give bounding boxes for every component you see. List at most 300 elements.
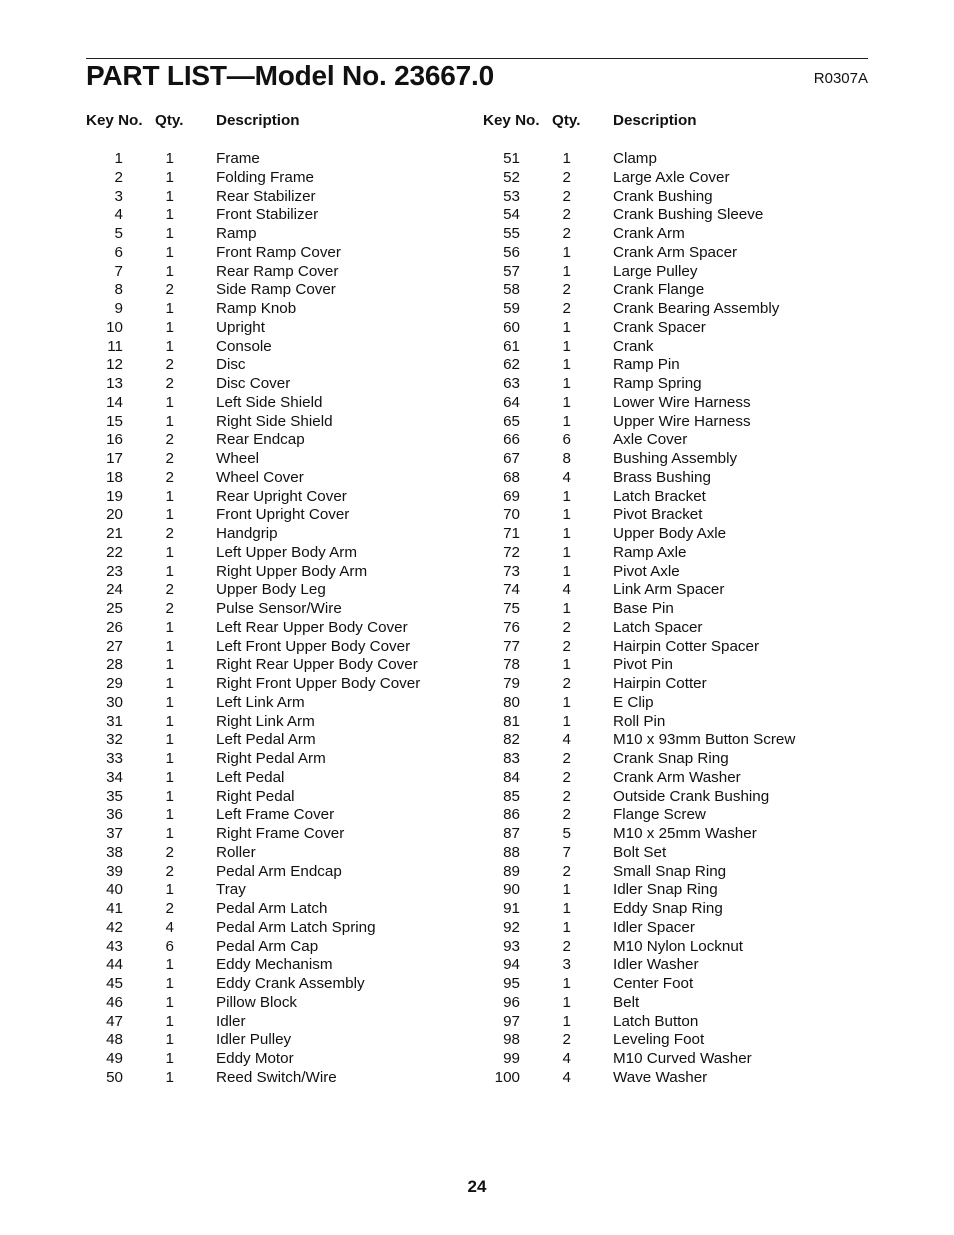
- table-row: [483, 525, 868, 544]
- part-qty: 2: [562, 300, 571, 317]
- part-key-no: 21: [106, 525, 123, 542]
- table-row: [86, 938, 466, 957]
- part-description: Idler Snap Ring: [613, 881, 718, 899]
- table-row: [483, 338, 868, 357]
- part-qty: 1: [165, 300, 174, 317]
- part-qty: 4: [165, 918, 174, 936]
- part-description: Crank Flange: [613, 281, 705, 299]
- part-key-no: 26: [106, 618, 123, 636]
- table-row: [483, 319, 868, 338]
- part-qty: 1: [165, 956, 174, 974]
- table-row: [86, 881, 466, 900]
- part-key-no: 13: [106, 375, 123, 392]
- part-qty: 2: [165, 900, 174, 917]
- part-description: Crank Bushing: [613, 187, 713, 205]
- part-key-no: 70: [503, 506, 520, 524]
- part-qty: 1: [165, 731, 174, 749]
- part-key-no: 91: [503, 900, 520, 917]
- part-key-no: 88: [503, 843, 520, 861]
- part-key-no: 59: [503, 300, 520, 317]
- part-key-no: 61: [503, 337, 520, 355]
- part-key-no: 76: [503, 618, 520, 636]
- part-key-no: 94: [503, 956, 520, 974]
- part-description: Eddy Motor: [216, 1050, 294, 1067]
- table-row: [483, 206, 868, 225]
- part-key-no: 54: [503, 206, 520, 224]
- part-key-no: 100: [494, 1068, 520, 1086]
- part-key-no: 92: [503, 918, 520, 936]
- table-row: [483, 806, 868, 825]
- table-row: [483, 150, 868, 169]
- part-description: Handgrip: [216, 525, 278, 542]
- part-qty: 2: [562, 168, 571, 186]
- part-key-no: 40: [106, 881, 123, 899]
- table-row: [86, 713, 466, 732]
- part-description: Eddy Snap Ring: [613, 900, 723, 917]
- part-qty: 1: [562, 543, 571, 561]
- part-key-no: 32: [106, 731, 123, 749]
- part-key-no: 22: [106, 543, 123, 561]
- part-key-no: 57: [503, 262, 520, 280]
- part-qty: 5: [562, 825, 571, 842]
- part-description: Crank: [613, 337, 654, 355]
- table-row: [86, 994, 466, 1013]
- part-qty: 6: [165, 937, 174, 955]
- part-description: M10 x 93mm Button Screw: [613, 731, 796, 749]
- part-key-no: 62: [503, 356, 520, 374]
- table-row: [86, 694, 466, 713]
- part-qty: 1: [562, 918, 571, 936]
- part-description: Pedal Arm Latch: [216, 900, 328, 917]
- part-description: Crank Snap Ring: [613, 750, 729, 767]
- part-qty: 1: [165, 825, 174, 842]
- part-qty: 2: [562, 618, 571, 636]
- table-row: [483, 356, 868, 375]
- table-row: [86, 844, 466, 863]
- table-row: [483, 563, 868, 582]
- part-qty: 1: [562, 487, 571, 505]
- part-description: Right Pedal Arm: [216, 750, 326, 767]
- header-key-no: Key No.: [483, 112, 540, 129]
- part-key-no: 58: [503, 281, 520, 299]
- table-row: [483, 225, 868, 244]
- part-description: Hairpin Cotter Spacer: [613, 637, 760, 655]
- part-qty: 2: [562, 768, 571, 786]
- table-row: [483, 919, 868, 938]
- part-description: Pivot Axle: [613, 562, 680, 580]
- part-qty: 1: [562, 393, 571, 411]
- part-key-no: 38: [106, 843, 123, 861]
- part-description: Front Ramp Cover: [216, 243, 341, 261]
- part-description: Center Foot: [613, 975, 694, 992]
- table-row: [483, 1013, 868, 1032]
- table-row: [86, 1069, 466, 1088]
- part-description: Large Axle Cover: [613, 168, 730, 186]
- table-row: [86, 338, 466, 357]
- part-key-no: 98: [503, 1031, 520, 1049]
- part-description: Axle Cover: [613, 431, 688, 449]
- part-qty: 2: [562, 206, 571, 224]
- table-row: [86, 506, 466, 525]
- part-key-no: 28: [106, 656, 123, 674]
- part-key-no: 97: [503, 1012, 520, 1030]
- table-row: [86, 975, 466, 994]
- part-description: Folding Frame: [216, 168, 314, 186]
- part-key-no: 90: [503, 881, 520, 899]
- part-key-no: 85: [503, 787, 520, 805]
- part-qty: 1: [562, 600, 571, 617]
- part-key-no: 63: [503, 375, 520, 392]
- part-key-no: 11: [107, 337, 123, 355]
- part-qty: 6: [562, 431, 571, 449]
- part-key-no: 23: [106, 562, 123, 580]
- part-qty: 1: [165, 543, 174, 561]
- table-row: [483, 244, 868, 263]
- table-row: [483, 394, 868, 413]
- table-row: [86, 619, 466, 638]
- part-qty: 2: [562, 806, 571, 824]
- part-qty: 2: [165, 450, 174, 467]
- table-row: [483, 994, 868, 1013]
- table-row: [483, 1031, 868, 1050]
- part-description: Latch Button: [613, 1012, 699, 1030]
- part-description: Crank Bushing Sleeve: [613, 206, 764, 224]
- part-key-no: 69: [503, 487, 520, 505]
- part-qty: 1: [165, 675, 174, 692]
- part-description: Wheel: [216, 450, 260, 467]
- part-description: Front Stabilizer: [216, 206, 319, 224]
- table-row: [483, 713, 868, 732]
- table-row: [86, 375, 466, 394]
- part-qty: 2: [165, 281, 174, 299]
- part-key-no: 86: [503, 806, 520, 824]
- part-key-no: 60: [503, 318, 520, 336]
- table-row: [86, 450, 466, 469]
- part-description: Wave Washer: [613, 1068, 708, 1086]
- table-row: [86, 488, 466, 507]
- part-key-no: 7: [114, 262, 123, 280]
- part-key-no: 53: [503, 187, 520, 205]
- table-row: [86, 356, 466, 375]
- part-description: Hairpin Cotter: [613, 675, 707, 692]
- part-qty: 4: [562, 468, 571, 486]
- part-description: Right Front Upper Body Cover: [216, 675, 421, 692]
- part-qty: 1: [165, 1012, 174, 1030]
- table-row: [86, 581, 466, 600]
- part-description: Left Upper Body Arm: [216, 543, 357, 561]
- part-qty: 1: [562, 693, 571, 711]
- part-description: Large Pulley: [613, 262, 698, 280]
- part-description: Ramp Pin: [613, 356, 680, 374]
- part-description: Console: [216, 337, 272, 355]
- part-description: Pedal Arm Endcap: [216, 862, 342, 880]
- table-row: [483, 581, 868, 600]
- part-description: Crank Arm Washer: [613, 768, 741, 786]
- table-row: [86, 469, 466, 488]
- part-qty: 1: [165, 993, 174, 1011]
- part-key-no: 47: [106, 1012, 123, 1030]
- part-qty: 2: [562, 225, 571, 242]
- part-description: Pedal Arm Latch Spring: [216, 918, 376, 936]
- part-key-no: 50: [106, 1068, 123, 1086]
- part-qty: 3: [562, 956, 571, 974]
- table-row: [483, 731, 868, 750]
- table-row: [86, 788, 466, 807]
- part-qty: 2: [562, 787, 571, 805]
- part-description: Base Pin: [613, 600, 674, 617]
- parts-rows-left: [86, 150, 466, 1088]
- table-row: [86, 394, 466, 413]
- part-qty: 1: [165, 637, 174, 655]
- part-qty: 1: [165, 787, 174, 805]
- part-key-no: 16: [106, 431, 123, 449]
- table-row: [483, 600, 868, 619]
- part-key-no: 83: [503, 750, 520, 767]
- part-qty: 1: [165, 881, 174, 899]
- table-row: [483, 1069, 868, 1088]
- part-key-no: 68: [503, 468, 520, 486]
- part-qty: 1: [165, 768, 174, 786]
- part-key-no: 79: [503, 675, 520, 692]
- header-description: Description: [613, 112, 697, 129]
- part-key-no: 36: [106, 806, 123, 824]
- part-key-no: 18: [106, 468, 123, 486]
- part-qty: 1: [165, 1068, 174, 1086]
- table-row: [483, 263, 868, 282]
- part-description: Side Ramp Cover: [216, 281, 336, 299]
- table-row: [86, 150, 466, 169]
- part-key-no: 19: [106, 487, 123, 505]
- part-qty: 4: [562, 731, 571, 749]
- part-description: Left Pedal Arm: [216, 731, 316, 749]
- part-description: Pivot Bracket: [613, 506, 703, 524]
- part-qty: 1: [562, 318, 571, 336]
- part-key-no: 34: [106, 768, 123, 786]
- table-row: [483, 881, 868, 900]
- table-row: [86, 900, 466, 919]
- part-qty: 1: [165, 506, 174, 524]
- part-description: Link Arm Spacer: [613, 581, 725, 599]
- table-row: [86, 300, 466, 319]
- part-qty: 1: [165, 712, 174, 730]
- table-row: [86, 600, 466, 619]
- part-description: Tray: [216, 881, 246, 899]
- part-qty: 2: [165, 600, 174, 617]
- table-row: [86, 206, 466, 225]
- part-description: Lower Wire Harness: [613, 393, 751, 411]
- part-description: Left Link Arm: [216, 693, 305, 711]
- part-key-no: 73: [503, 562, 520, 580]
- part-qty: 1: [165, 1031, 174, 1049]
- table-row: [483, 375, 868, 394]
- part-description: M10 Curved Washer: [613, 1050, 752, 1067]
- part-qty: 4: [562, 1050, 571, 1067]
- part-key-no: 48: [106, 1031, 123, 1049]
- table-row: [483, 675, 868, 694]
- part-key-no: 44: [106, 956, 123, 974]
- part-qty: 2: [165, 375, 174, 392]
- table-row: [483, 450, 868, 469]
- table-row: [86, 169, 466, 188]
- part-qty: 1: [165, 806, 174, 824]
- table-row: [86, 563, 466, 582]
- part-key-no: 10: [106, 318, 123, 336]
- table-row: [86, 544, 466, 563]
- table-row: [483, 844, 868, 863]
- part-description: M10 x 25mm Washer: [613, 825, 757, 842]
- part-qty: 1: [165, 243, 174, 261]
- part-key-no: 95: [503, 975, 520, 992]
- part-qty: 1: [562, 506, 571, 524]
- table-row: [86, 1013, 466, 1032]
- part-key-no: 46: [106, 993, 123, 1011]
- part-qty: 1: [165, 262, 174, 280]
- part-qty: 1: [165, 187, 174, 205]
- part-description: Reed Switch/Wire: [216, 1068, 337, 1086]
- part-description: Left Frame Cover: [216, 806, 335, 824]
- part-key-no: 75: [503, 600, 520, 617]
- part-qty: 2: [562, 1031, 571, 1049]
- part-key-no: 81: [503, 712, 520, 730]
- part-qty: 2: [165, 468, 174, 486]
- part-qty: 1: [562, 656, 571, 674]
- table-row: [483, 750, 868, 769]
- part-qty: 1: [562, 975, 571, 992]
- part-qty: 1: [165, 393, 174, 411]
- part-qty: 1: [562, 900, 571, 917]
- table-row: [483, 544, 868, 563]
- part-description: E Clip: [613, 693, 654, 711]
- part-qty: 1: [165, 318, 174, 336]
- part-description: Idler Washer: [613, 956, 699, 974]
- part-qty: 1: [562, 243, 571, 261]
- part-description: Latch Bracket: [613, 487, 706, 505]
- part-key-no: 80: [503, 693, 520, 711]
- part-key-no: 67: [503, 450, 520, 467]
- part-description: Leveling Foot: [613, 1031, 705, 1049]
- header-key-no: Key No.: [86, 112, 143, 129]
- part-description: Pulse Sensor/Wire: [216, 600, 342, 617]
- part-description: Clamp: [613, 150, 657, 167]
- part-qty: 2: [165, 356, 174, 374]
- part-key-no: 20: [106, 506, 123, 524]
- part-qty: 1: [165, 150, 174, 167]
- part-key-no: 12: [106, 356, 123, 374]
- header-description: Description: [216, 112, 300, 129]
- part-key-no: 99: [503, 1050, 520, 1067]
- table-row: [483, 188, 868, 207]
- table-row: [86, 806, 466, 825]
- table-row: [86, 525, 466, 544]
- part-description: Right Rear Upper Body Cover: [216, 656, 418, 674]
- part-qty: 1: [165, 206, 174, 224]
- part-key-no: 72: [503, 543, 520, 561]
- part-key-no: 27: [106, 637, 123, 655]
- part-qty: 1: [562, 150, 571, 167]
- part-qty: 1: [165, 487, 174, 505]
- table-row: [483, 469, 868, 488]
- part-key-no: 65: [503, 412, 520, 430]
- table-row: [86, 750, 466, 769]
- part-key-no: 8: [114, 281, 123, 299]
- part-qty: 2: [165, 581, 174, 599]
- part-description: Left Pedal: [216, 768, 285, 786]
- part-description: Rear Stabilizer: [216, 187, 316, 205]
- part-description: Front Upright Cover: [216, 506, 350, 524]
- part-qty: 1: [165, 337, 174, 355]
- part-description: Left Side Shield: [216, 393, 323, 411]
- part-description: Right Pedal: [216, 787, 295, 805]
- part-description: Pivot Pin: [613, 656, 673, 674]
- table-row: [483, 488, 868, 507]
- part-key-no: 52: [503, 168, 520, 186]
- part-key-no: 87: [503, 825, 520, 842]
- part-description: Right Link Arm: [216, 712, 315, 730]
- part-description: Bolt Set: [613, 843, 667, 861]
- page-number: 24: [467, 1177, 487, 1196]
- part-qty: 1: [165, 750, 174, 767]
- part-key-no: 1: [114, 150, 123, 167]
- part-qty: 1: [165, 168, 174, 186]
- part-key-no: 84: [503, 768, 520, 786]
- table-row: [86, 225, 466, 244]
- part-description: Crank Arm Spacer: [613, 243, 738, 261]
- table-row: [483, 638, 868, 657]
- part-description: Pedal Arm Cap: [216, 937, 319, 955]
- table-row: [483, 825, 868, 844]
- part-key-no: 71: [503, 525, 520, 542]
- part-key-no: 66: [503, 431, 520, 449]
- part-description: Eddy Crank Assembly: [216, 975, 365, 992]
- part-qty: 2: [165, 431, 174, 449]
- part-description: Upper Body Leg: [216, 581, 326, 599]
- part-qty: 1: [562, 262, 571, 280]
- part-key-no: 3: [114, 187, 123, 205]
- table-row: [483, 694, 868, 713]
- table-row: [483, 769, 868, 788]
- table-row: [483, 975, 868, 994]
- part-key-no: 93: [503, 937, 520, 955]
- part-key-no: 51: [503, 150, 520, 167]
- part-qty: 1: [562, 375, 571, 392]
- part-qty: 1: [562, 1012, 571, 1030]
- part-qty: 1: [165, 562, 174, 580]
- part-description: Latch Spacer: [613, 618, 703, 636]
- table-row: [86, 675, 466, 694]
- part-description: Crank Spacer: [613, 318, 706, 336]
- table-row: [483, 169, 868, 188]
- part-key-no: 82: [503, 731, 520, 749]
- part-key-no: 35: [106, 787, 123, 805]
- part-description: Wheel Cover: [216, 468, 304, 486]
- table-row: [483, 656, 868, 675]
- part-qty: 2: [562, 937, 571, 955]
- table-row: [483, 413, 868, 432]
- table-row: [483, 506, 868, 525]
- part-key-no: 42: [106, 918, 123, 936]
- part-qty: 2: [165, 843, 174, 861]
- part-key-no: 55: [503, 225, 520, 242]
- part-qty: 4: [562, 1068, 571, 1086]
- part-qty: 2: [562, 281, 571, 299]
- table-row: [86, 769, 466, 788]
- header-qty: Qty.: [552, 112, 581, 129]
- part-qty: 1: [165, 412, 174, 430]
- table-row: [86, 319, 466, 338]
- part-description: Right Frame Cover: [216, 825, 345, 842]
- part-key-no: 77: [503, 637, 520, 655]
- table-row: [483, 956, 868, 975]
